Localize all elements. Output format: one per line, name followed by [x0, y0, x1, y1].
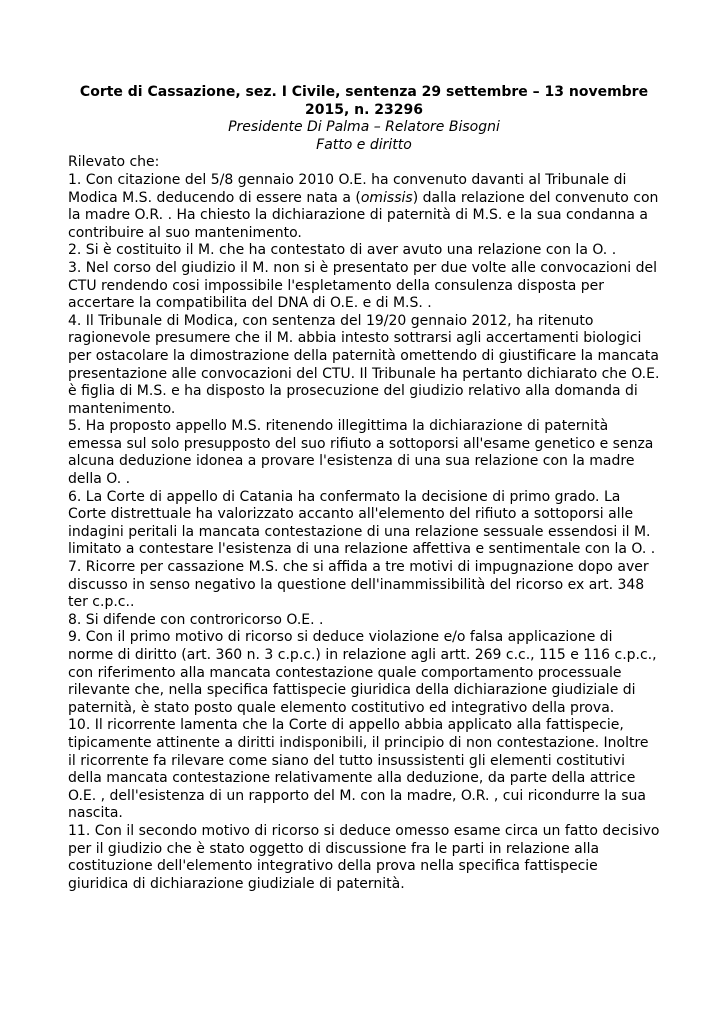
document-subtitle-judges: Presidente Di Palma – Relatore Bisogni [228, 119, 500, 136]
paragraph-11: 11. Con il secondo motivo di ricorso si deduce omesso esame circa un fatto decisivo per il giudizio che è stato oggetto di discussione fra le parti in relazione alla costituzione dell'elemento integrativo della prova nella specifica fattispecie giuridica di dichiarazione giudiziale di paternità. [68, 822, 660, 892]
document-title: Corte di Cassazione, sez. I Civile, sentenza 29 settembre – 13 novembre 2015, n. 23296 [79, 84, 649, 118]
paragraph-5: 5. Ha proposto appello M.S. ritenendo illegittima la dichiarazione di paternità emessa sul solo presupposto del suo rifiuto a sottoporsi all'esame genetico e senza alcuna deduzione idonea a provare l'esistenza di una sua relazione con la madre della O. . [68, 418, 654, 488]
paragraph-4: 4. Il Tribunale di Modica, con sentenza del 19/20 gennaio 2012, ha ritenuto ragionevole presumere che il M. abbia intesto sottrarsi agli accertamenti biologici per ostacolare la dimostrazione della paternità omettendo di giustificare la mancata presentazione alle convocazioni del CTU. Il Tribunale ha pertanto dichiarato che O.E. è figlia di M.S. e ha disposto la prosecuzione del giudizio relativo alla domanda di mantenimento. [68, 312, 660, 417]
paragraph-7: 7. Ricorre per cassazione M.S. che si affida a tre motivi di impugnazione dopo aver discusso in senso negativo la questione dell'inammissibilità del ricorso ex art. 348 ter c.p.c.. [68, 559, 649, 611]
paragraph-9: 9. Con il primo motivo di ricorso si deduce violazione e/o falsa applicazione di norme di diritto (art. 360 n. 3 c.p.c.) in relazione agli artt. 269 c.c., 115 e 116 c.p.c., con riferimento alla mancata contestazione quale comportamento processuale rilevante che, nella specifica fattispecie giuridica della dichiarazione giudiziale di paternità, è stato posto quale elemento costitutivo ed integrativo della prova. [68, 629, 657, 716]
paragraph-emphasis: omissis [360, 189, 413, 206]
paragraph-8: 8. Si difende con controricorso O.E. . [68, 611, 324, 628]
paragraph-2: 2. Si è costituito il M. che ha contestato di aver avuto una relazione con la O. . [68, 242, 617, 259]
paragraph-6: 6. La Corte di appello di Catania ha confermato la decisione di primo grado. La Corte distrettuale ha valorizzato accanto all'elemento del rifiuto a sottoporsi alle indagini peritali la mancata contestazione di una relazione sessuale essendosi il M. limitato a contestare l'esistenza di una relazione affettiva e sentimentale con la O. . [68, 488, 656, 558]
document-subtitle-section: Fatto e diritto [316, 136, 412, 153]
paragraph-3: 3. Nel corso del giudizio il M. non si è presentato per due volte alle convocazioni del CTU rendendo cosi impossibile l'espletamento della consulenza disposta per accertare la compatibilita del DNA di O.E. e di M.S. . [68, 259, 657, 312]
paragraph-text: 1. Con citazione del 5/8 gennaio 2010 O.E. ha convenuto davanti al Tribunale di Modica M.S. deducendo di essere nata a ( [68, 171, 627, 206]
paragraph-10: 10. Il ricorrente lamenta che la Corte di appello abbia applicato alla fattispecie, tipicamente attinente a diritti indisponibili, il principio di non contestazione. Inoltre il ricorrente fa rilevare come siano del tutto insussistenti gli elementi costitutivi della mancata contestazione relativamente alla deduzione, da parte della attrice O.E. , dell'esistenza di un rapporto del M. con la madre, O.R. , cui ricondurre la sua nascita. [68, 717, 649, 822]
intro-text: Rilevato che: [68, 154, 160, 171]
paragraph-text: ) dalla relazione del convenuto con la madre O.R. . Ha chiesto la dichiarazione di paternità di M.S. e la sua condanna a contribuire al suo mantenimento. [68, 189, 659, 241]
paragraph-1 [68, 172, 660, 242]
document-page [68, 84, 660, 893]
